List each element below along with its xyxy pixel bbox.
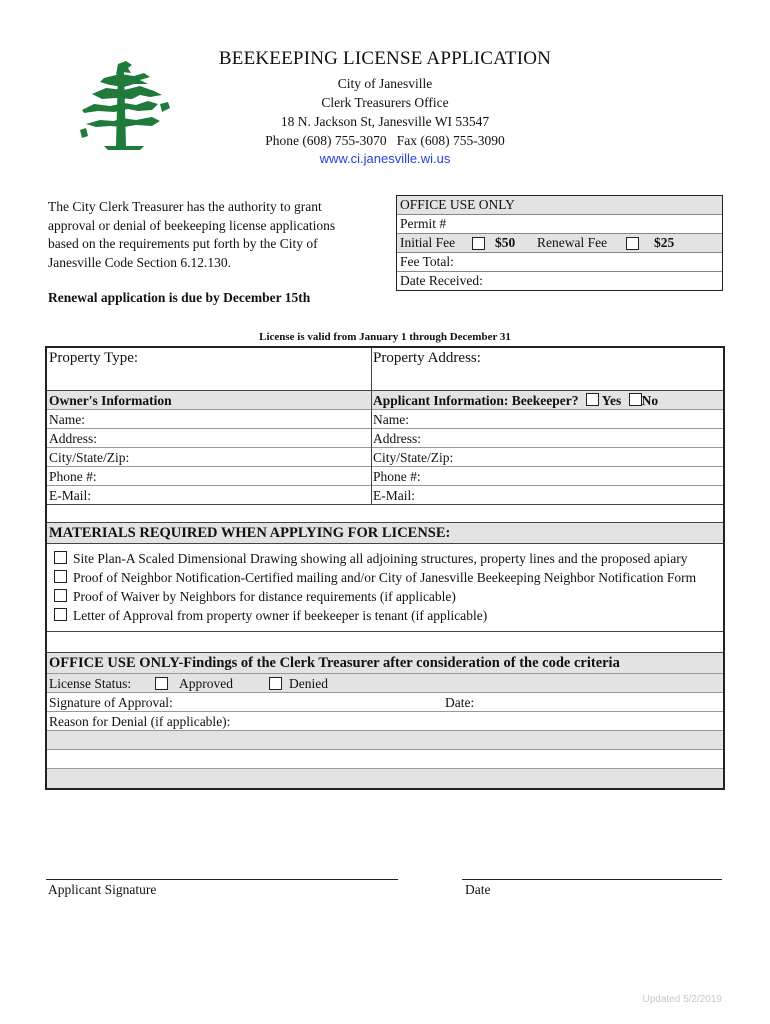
materials-heading-row xyxy=(47,522,723,543)
applicant-city-field[interactable] xyxy=(371,448,723,466)
renewal-fee-checkbox[interactable] xyxy=(626,237,639,250)
city-name: City of Janesville xyxy=(337,76,433,91)
signature-date-label: Date xyxy=(465,882,491,897)
property-type-field[interactable] xyxy=(47,348,371,390)
neighbor-notification-checkbox[interactable] xyxy=(54,570,67,583)
table-row xyxy=(47,485,723,504)
license-status-row xyxy=(47,673,723,692)
site-plan-label: Site Plan-A Scaled Dimensional Drawing showing all adjoining structures, property lines and the proposed apiary xyxy=(73,551,688,566)
list-item xyxy=(54,608,487,624)
table-row xyxy=(47,466,723,485)
permit-label: Permit # xyxy=(400,216,447,231)
permit-field[interactable] xyxy=(397,214,722,233)
denial-reason-field[interactable] xyxy=(47,712,723,730)
form-title: BEEKEEPING LICENSE APPLICATION xyxy=(218,48,552,69)
owner-phone-field[interactable] xyxy=(47,467,371,485)
denial-reason-line[interactable] xyxy=(47,768,723,788)
property-address-label: Property Address: xyxy=(373,350,481,366)
updated-date: Updated 5/2/2019 xyxy=(642,994,722,1005)
applicant-info-heading xyxy=(371,391,723,409)
findings-heading: OFFICE USE ONLY-Findings of the Clerk Treasurer after consideration of the code criteria xyxy=(49,655,620,671)
denial-reason-row xyxy=(47,711,723,730)
license-validity: License is valid from January 1 through December 31 xyxy=(259,331,511,343)
materials-list xyxy=(47,543,723,631)
website-link[interactable]: www.ci.janesville.wi.us xyxy=(319,151,451,166)
materials-heading: MATERIALS REQUIRED WHEN APPLYING FOR LICENSE: xyxy=(49,525,451,541)
list-item xyxy=(54,570,696,586)
site-plan-checkbox[interactable] xyxy=(54,551,67,564)
owner-city-field[interactable] xyxy=(47,448,371,466)
applicant-address-label: Address: xyxy=(373,431,421,446)
owner-city-label: City/State/Zip: xyxy=(49,450,130,465)
office-name: Clerk Treasurers Office xyxy=(321,95,449,110)
license-status-label: License Status: xyxy=(49,676,132,691)
fee-row xyxy=(397,233,722,252)
property-address-field[interactable] xyxy=(371,348,723,390)
approval-signature-label: Signature of Approval: xyxy=(49,695,173,710)
denial-reason-label: Reason for Denial (if applicable): xyxy=(49,714,231,729)
renewal-fee-label: Renewal Fee xyxy=(537,235,608,250)
owner-approval-checkbox[interactable] xyxy=(54,608,67,621)
column-divider xyxy=(371,348,372,504)
renewal-fee-amount: $25 xyxy=(654,235,675,250)
applicant-phone-label: Phone #: xyxy=(373,469,421,484)
denial-reason-line[interactable] xyxy=(47,749,723,768)
license-status xyxy=(47,674,723,692)
denied-checkbox[interactable] xyxy=(269,677,282,690)
beekeeper-no-label: No xyxy=(641,393,659,408)
beekeeper-question: Applicant Information: Beekeeper? xyxy=(373,393,579,408)
approved-label: Approved xyxy=(179,676,233,691)
applicant-email-field[interactable] xyxy=(371,486,723,504)
phone-fax: Phone (608) 755-3070 Fax (608) 755-3090 xyxy=(265,133,505,148)
signature-date-line[interactable] xyxy=(462,879,722,880)
denial-reason-line[interactable] xyxy=(47,730,723,749)
beekeeper-yes-label: Yes xyxy=(601,393,622,408)
owner-email-label: E-Mail: xyxy=(49,488,91,503)
table-row xyxy=(47,409,723,428)
approval-date-label: Date: xyxy=(445,695,475,710)
authority-statement: The City Clerk Treasurer has the authority to grant approval or denial of beekeeping license applications based on the requirements put forth by the City of Janesville Code Section 6.12.130. xyxy=(48,199,336,270)
date-received-field[interactable] xyxy=(397,271,722,290)
initial-fee-label: Initial Fee xyxy=(400,235,456,250)
beekeeper-no-checkbox[interactable] xyxy=(629,393,642,406)
applicant-name-field[interactable] xyxy=(371,410,723,428)
applicant-signature-line[interactable] xyxy=(46,879,398,880)
applicant-name-label: Name: xyxy=(373,412,409,427)
owner-name-field[interactable] xyxy=(47,410,371,428)
fee-total-label: Fee Total: xyxy=(400,254,454,269)
owner-address-label: Address: xyxy=(49,431,97,446)
neighbor-notification-label: Proof of Neighbor Notification-Certified mailing and/or City of Janesville Beekeeping Neighbor Notification Form xyxy=(73,570,697,585)
owner-phone-label: Phone #: xyxy=(49,469,97,484)
applicant-email-label: E-Mail: xyxy=(373,488,415,503)
office-address: 18 N. Jackson St, Janesville WI 53547 xyxy=(280,114,490,129)
beekeeper-yes-checkbox[interactable] xyxy=(586,393,599,406)
applicant-address-field[interactable] xyxy=(371,429,723,447)
property-row xyxy=(47,348,723,390)
fee-total-field[interactable] xyxy=(397,252,722,271)
applicant-signature-label: Applicant Signature xyxy=(48,882,157,897)
spacer-row xyxy=(47,631,723,652)
info-headings-row xyxy=(47,390,723,409)
initial-fee-checkbox[interactable] xyxy=(472,237,485,250)
application-form xyxy=(45,346,725,790)
approval-signature-row xyxy=(47,692,723,711)
office-use-title: OFFICE USE ONLY xyxy=(397,196,722,214)
owner-approval-label: Letter of Approval from property owner if beekeeper is tenant (if applicable) xyxy=(73,608,488,623)
approval-date-field[interactable] xyxy=(443,693,723,711)
table-row xyxy=(47,428,723,447)
office-use-box xyxy=(396,195,723,291)
list-item xyxy=(54,551,688,567)
initial-fee-amount: $50 xyxy=(495,235,516,250)
waiver-checkbox[interactable] xyxy=(54,589,67,602)
spacer-row xyxy=(47,504,723,522)
owner-info-heading: Owner's Information xyxy=(49,393,172,408)
table-row xyxy=(47,447,723,466)
denied-label: Denied xyxy=(289,676,328,691)
owner-email-field[interactable] xyxy=(47,486,371,504)
approved-checkbox[interactable] xyxy=(155,677,168,690)
applicant-phone-field[interactable] xyxy=(371,467,723,485)
renewal-notice: Renewal application is due by December 15th xyxy=(48,290,311,305)
owner-address-field[interactable] xyxy=(47,429,371,447)
list-item xyxy=(54,589,456,605)
applicant-city-label: City/State/Zip: xyxy=(373,450,454,465)
date-received-label: Date Received: xyxy=(400,273,483,288)
waiver-label: Proof of Waiver by Neighbors for distance requirements (if applicable) xyxy=(73,589,456,604)
findings-heading-row xyxy=(47,652,723,673)
owner-name-label: Name: xyxy=(49,412,85,427)
approval-signature-field[interactable] xyxy=(47,693,437,711)
property-type-label: Property Type: xyxy=(49,350,139,366)
